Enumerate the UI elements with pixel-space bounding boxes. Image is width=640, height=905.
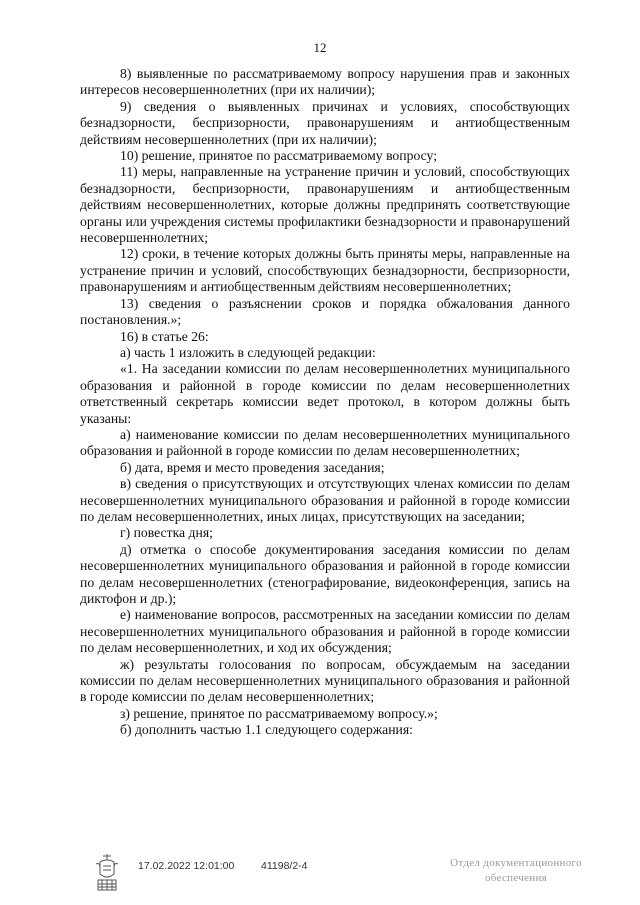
paragraph-letter-v: в) сведения о присутствующих и отсутствующих членах комиссии по делам несовершеннолетних муниципального образования и районной в городе комиссии по делам несовершеннолетних, иных лицах, присутствующих на заседании; bbox=[80, 476, 570, 524]
department-stamp bbox=[436, 856, 596, 886]
paragraph-letter-a: а) наименование комиссии по делам несовершеннолетних муниципального образования и районной в городе комиссии по делам несовершеннолетних; bbox=[80, 426, 570, 459]
paragraph-letter-g: г) повестка дня; bbox=[120, 525, 213, 541]
paragraph-letter-e: е) наименование вопросов, рассмотренных на заседании комиссии по делам несовершеннолетних муниципального образования и районной в городе комиссии по делам несовершеннолетних, и ход их обсуждения; bbox=[80, 607, 570, 656]
footer-date: 17.02.2022 12:01:00 bbox=[138, 860, 235, 872]
paragraph-letter-b: б) дата, время и место проведения заседания; bbox=[120, 459, 385, 475]
paragraph-letter-zh: ж) результаты голосования по вопросам, обсуждаемым на заседании комиссии по делам несовершеннолетних муниципального образования и районной в городе комиссии по делам несовершеннолетних; bbox=[80, 656, 570, 705]
coat-of-arms-icon bbox=[92, 850, 122, 894]
stamp-line-2: обеспечения bbox=[484, 872, 548, 884]
paragraph-subitem-b: б) дополнить частью 1.1 следующего содержания: bbox=[120, 722, 413, 738]
document-body bbox=[80, 66, 570, 739]
stamp-line-1: Отдел документационного bbox=[450, 857, 582, 869]
paragraph-article-26: 16) в статье 26: bbox=[120, 328, 209, 344]
paragraph-item-12: 12) сроки, в течение которых должны быть приняты меры, направленные на устранение причин и условий, способствующих безнадзорности, беспризорности, правонарушениям и антиобщественным действиям несовершеннолетних; bbox=[80, 246, 570, 295]
paragraph-item-11: 11) меры, направленные на устранение причин и условий, способствующих безнадзорности, беспризорности, правонарушениям и антиобщественным действиям несовершеннолетних, которые должны предпринять соответствующие органы или учреждения системы профилактики безнадзорности и правонарушений несовершеннолетних; bbox=[80, 164, 570, 246]
paragraph-letter-z: з) решение, принятое по рассматриваемому вопросу.»; bbox=[120, 705, 438, 721]
paragraph-part-1: «1. На заседании комиссии по делам несовершеннолетних муниципального образования и районной в городе комиссии по делам несовершеннолетних ответственный секретарь комиссии ведет протокол, в котором должны быть указаны: bbox=[80, 361, 570, 426]
page-number: 12 bbox=[313, 40, 327, 55]
paragraph-letter-d: д) отметка о способе документирования заседания комиссии по делам несовершеннолетних муниципального образования и районной в городе комиссии по делам несовершеннолетних (стенографирование, видеоконференция, запись на диктофон и др.); bbox=[80, 541, 570, 606]
paragraph-item-10: 10) решение, принятое по рассматриваемому вопросу; bbox=[120, 148, 437, 164]
paragraph-subitem-a: а) часть 1 изложить в следующей редакции: bbox=[120, 344, 376, 360]
paragraph-item-8: 8) выявленные по рассматриваемому вопросу нарушения прав и законных интересов несовершеннолетних (при их наличии); bbox=[80, 66, 570, 98]
paragraph-item-9: 9) сведения о выявленных причинах и условиях, способствующих безнадзорности, беспризорности, правонарушениям и антиобщественным действиям несовершеннолетних (при их наличии); bbox=[80, 98, 570, 147]
footer-document-code: 41198/2-4 bbox=[261, 860, 308, 872]
page-footer bbox=[0, 848, 640, 898]
paragraph-item-13: 13) сведения о разъяснении сроков и порядка обжалования данного постановления.»; bbox=[80, 295, 570, 328]
